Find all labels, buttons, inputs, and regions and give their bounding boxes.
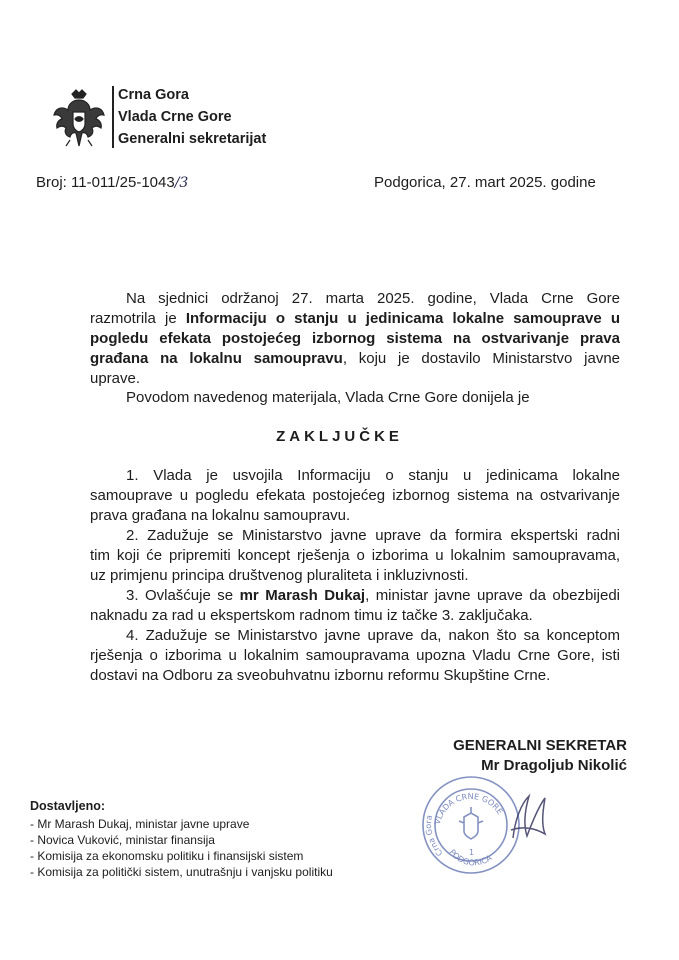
- stamp-text-bottom: PODGORICA: [447, 847, 494, 868]
- intro-paragraph: [90, 289, 620, 389]
- intro-line: uprave.: [90, 370, 141, 387]
- org-line-government: Vlada Crne Gore: [118, 109, 232, 125]
- intro-line: pogledu efekata postojećeg izbornog sistema na ostvarivanje prava: [90, 330, 620, 347]
- signature-block: [405, 736, 627, 776]
- header-divider: [112, 86, 114, 148]
- distribution-list: [30, 798, 333, 880]
- conclusions-list: [90, 466, 620, 686]
- coat-of-arms-emblem: [52, 88, 106, 150]
- stamp-text-top: VLADA CRNE GORE: [432, 791, 505, 826]
- intro-line: razmotrila je Informaciju o stanju u jedinicama lokalne samouprave u: [90, 310, 620, 327]
- conclusion-item-2: 2. Zadužuje se Ministarstvo javne uprave da formira ekspertski radni tim koji će pripremiti koncept rješenja o izborima u lokalnim samoupravama, uz primjenu principa društvenog pluraliteta i inkluzivnosti.: [90, 527, 620, 584]
- conclusion-item-4: 4. Zadužuje se Ministarstvo javne uprave da, nakon što sa konceptom rješenja o izborima u lokalnim samoupravama upozna Vladu Crne Gore, isti dostavi na Odboru za sveobuhvatnu izbornu reformu Skupštine Crne.: [90, 627, 620, 684]
- reference-number-handwritten: /3: [174, 175, 189, 191]
- section-heading: ZAKLJUČKE: [276, 428, 403, 445]
- distribution-item: - Komisija za ekonomsku politiku i finansijski sistem: [30, 849, 304, 863]
- intro-line: građana na lokalnu samoupravu, koju je dostavilo Ministarstvo javne: [90, 350, 620, 367]
- organization-header: [118, 84, 266, 150]
- distribution-title: Dostavljeno:: [30, 799, 106, 813]
- stamp-text-side: Crna Gora: [423, 814, 445, 858]
- handwritten-signature: [505, 790, 555, 844]
- distribution-item: - Mr Marash Dukaj, ministar javne uprave: [30, 817, 250, 831]
- org-line-secretariat: Generalni sekretarijat: [118, 131, 267, 147]
- stamp-number: 1: [469, 848, 475, 857]
- intro-line: Na sjednici održanoj 27. marta 2025. godine, Vlada Crne Gore: [126, 290, 620, 307]
- org-line-country: Crna Gora: [118, 87, 189, 103]
- signatory-name: Mr Dragoljub Nikolić: [481, 757, 627, 774]
- signatory-title: GENERALNI SEKRETAR: [453, 737, 627, 754]
- reference-number: [36, 174, 188, 191]
- conclusion-item-1: 1. Vlada je usvojila Informaciju o stanju u jedinicama lokalne samouprave u pogledu efekata postojećeg izbornog sistema na ostvarivanje prava građana na lokalnu samoupravu.: [90, 467, 620, 524]
- distribution-item: - Novica Vuković, ministar finansija: [30, 833, 215, 847]
- reference-number-label: Broj: 11-011/25-1043: [36, 174, 175, 191]
- intro-paragraph-2: Povodom navedenog materijala, Vlada Crne Gore donijela je: [126, 389, 530, 406]
- distribution-item: - Komisija za politički sistem, unutrašnju i vanjsku politiku: [30, 865, 333, 879]
- document-date: Podgorica, 27. mart 2025. godine: [374, 174, 596, 191]
- conclusion-item-3: 3. Ovlašćuje se mr Marash Dukaj, ministar javne uprave da obezbijedi naknadu za rad u ekspertskom radnom timu iz tačke 3. zaključaka.: [90, 587, 620, 624]
